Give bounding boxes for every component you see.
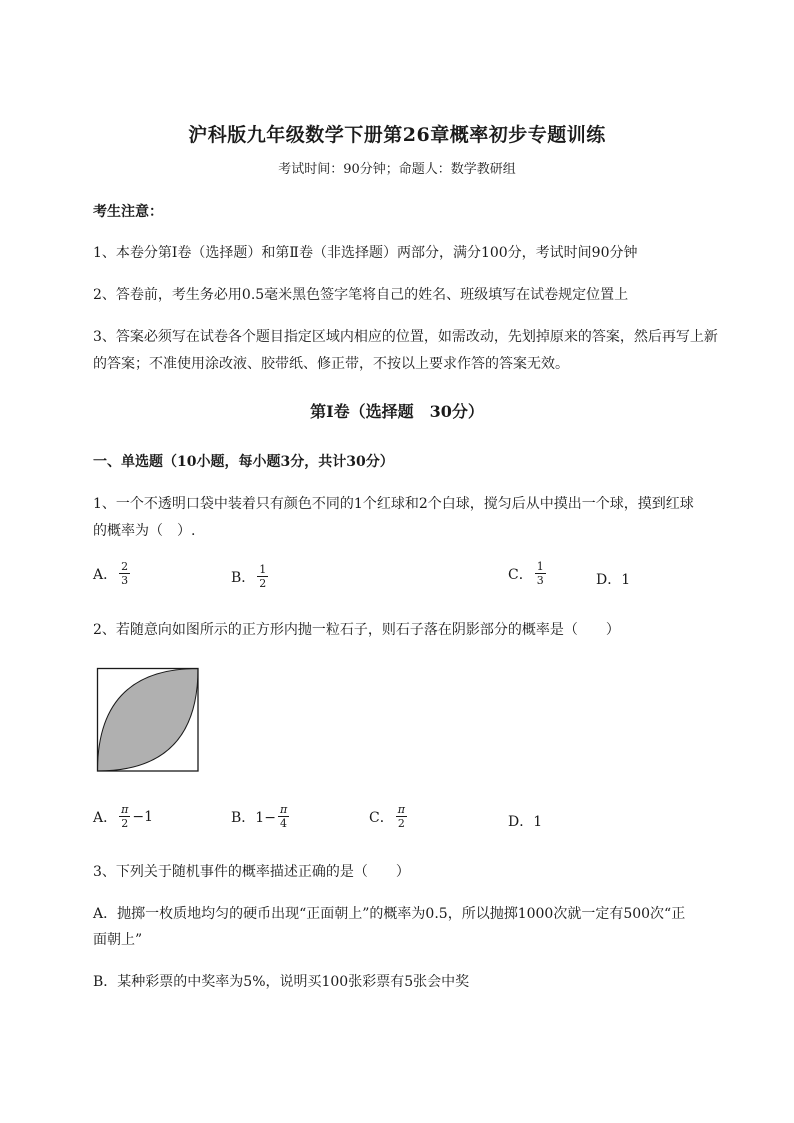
q2-option-c-fraction bbox=[396, 803, 407, 830]
q2-option-a-den: 2 bbox=[121, 817, 129, 830]
q1-option-a-den: 3 bbox=[121, 574, 129, 587]
q3-option-a-line1: A．抛掷一枚质地均匀的硬币出现“正面朝上”的概率为0.5，所以抛掷1000次就一定有500次“正 bbox=[93, 906, 686, 922]
q1-option-d: D．1 bbox=[596, 572, 631, 588]
q1-option-a bbox=[93, 560, 132, 587]
q3-option-b: B．某种彩票的中奖率为5%，说明买100张彩票有5张会中奖 bbox=[93, 974, 470, 990]
q1-option-a-fraction bbox=[119, 560, 130, 587]
q3-option-a-line2: 面朝上” bbox=[93, 932, 143, 948]
q2-option-c-label: C． bbox=[369, 809, 394, 826]
notice-heading: 考生注意： bbox=[93, 204, 163, 220]
section-title: 第I卷（选择题 30分） bbox=[310, 402, 484, 421]
q2-option-c bbox=[369, 803, 409, 830]
notice-item-2: 2、答卷前，考生务必用0.5毫米黑色签字笔将自己的姓名、班级填写在试卷规定位置上 bbox=[93, 287, 629, 303]
page-title: 沪科版九年级数学下册第26章概率初步专题训练 bbox=[188, 124, 606, 146]
q1-option-c bbox=[508, 560, 548, 587]
q2-option-b-fraction bbox=[278, 803, 289, 830]
q1-stem-line2: 的概率为（ ）. bbox=[93, 523, 196, 539]
q2-option-b-label: B．1− bbox=[231, 809, 276, 826]
q2-option-a-label: A． bbox=[93, 809, 118, 826]
q2-option-a bbox=[93, 803, 153, 830]
q1-option-b-fraction bbox=[257, 563, 268, 590]
q1-option-c-fraction bbox=[535, 560, 546, 587]
q2-option-c-num: π bbox=[397, 803, 405, 816]
q2-option-b bbox=[231, 803, 291, 830]
q1-stem-line1: 1、一个不透明口袋中装着只有颜色不同的1个红球和2个白球，搅匀后从中摸出一个球，摸到红球 bbox=[93, 496, 694, 512]
notice-item-3-cont: 的答案；不准使用涂改液、胶带纸、修正带，不按以上要求作答的答案无效。 bbox=[93, 356, 569, 372]
q2-stem: 2、若随意向如图所示的正方形内抛一粒石子，则石子落在阴影部分的概率是（ ） bbox=[93, 622, 620, 638]
q1-option-a-label: A． bbox=[93, 566, 118, 583]
q2-figure-shaded-region bbox=[98, 669, 199, 772]
q1-option-b bbox=[231, 563, 270, 590]
q2-option-a-fraction bbox=[119, 803, 130, 830]
notice-item-3: 3、答案必须写在试卷各个题目指定区域内相应的位置，如需改动，先划掉原来的答案，然后再写上新 bbox=[93, 329, 718, 345]
q2-figure-square-with-leaf bbox=[96, 667, 200, 773]
q2-option-b-den: 4 bbox=[280, 817, 288, 830]
notice-item-1: 1、本卷分第I卷（选择题）和第Ⅱ卷（非选择题）两部分，满分100分，考试时间90分钟 bbox=[93, 245, 638, 261]
q2-figure-svg bbox=[96, 667, 200, 773]
q3-stem: 3、下列关于随机事件的概率描述正确的是（ ） bbox=[93, 864, 410, 880]
q1-option-b-label: B． bbox=[231, 569, 256, 586]
q1-option-c-num: 1 bbox=[536, 560, 544, 573]
q2-option-a-suffix: −1 bbox=[132, 808, 153, 825]
q1-option-b-num: 1 bbox=[259, 563, 267, 576]
q1-option-c-label: C． bbox=[508, 566, 533, 583]
page-subtitle: 考试时间：90分钟；命题人：数学教研组 bbox=[278, 162, 516, 177]
q1-option-a-num: 2 bbox=[121, 560, 129, 573]
q2-option-b-num: π bbox=[279, 803, 288, 816]
q2-option-c-den: 2 bbox=[397, 817, 405, 830]
q2-option-d: D．1 bbox=[508, 814, 543, 830]
part-title: 一、单选题（10小题，每小题3分，共计30分） bbox=[93, 454, 394, 470]
q2-option-a-num: π bbox=[121, 803, 129, 816]
q1-option-b-den: 2 bbox=[259, 577, 267, 590]
q1-option-c-den: 3 bbox=[536, 574, 544, 587]
